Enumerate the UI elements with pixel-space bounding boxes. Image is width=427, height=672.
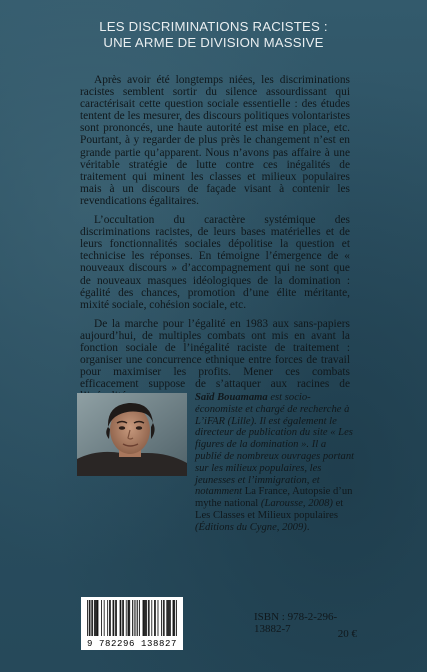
barcode-bars: [87, 600, 177, 636]
barcode-bar: [92, 600, 93, 636]
author-name: Saïd Bouamama: [195, 392, 268, 403]
barcode-bar: [113, 600, 114, 636]
bio-book-1: La France, Autopsie d’un mythe national: [195, 486, 353, 510]
bio-and: et: [332, 498, 344, 510]
barcode-bar: [148, 600, 149, 636]
price: 20 €: [337, 628, 357, 640]
bio-end: .: [306, 521, 310, 533]
bio-publisher-2: (Éditions du Cygne, 2009): [195, 521, 307, 533]
barcode-bar: [129, 600, 130, 636]
barcode-bar: [116, 600, 117, 636]
barcode-bar: [134, 600, 135, 636]
title-line-2: UNE ARME DE DIVISION MASSIVE: [103, 35, 324, 50]
barcode: [81, 597, 183, 650]
author-portrait-image: [77, 393, 187, 476]
barcode-bar: [155, 600, 156, 636]
title-line-1: LES DISCRIMINATIONS RACISTES :: [99, 19, 328, 34]
bio-book-2: Les Classes et Milieux populaires: [195, 509, 338, 521]
barcode-bar: [89, 600, 90, 636]
barcode-bar: [91, 600, 92, 636]
barcode-bar: [176, 600, 177, 636]
barcode-bar: [169, 600, 170, 636]
barcode-bar: [161, 600, 162, 636]
barcode-bar: [101, 600, 102, 636]
barcode-bar: [173, 600, 174, 636]
barcode-bar: [120, 600, 121, 636]
barcode-bar: [143, 600, 144, 636]
barcode-bar: [166, 600, 167, 636]
barcode-bar: [126, 600, 127, 636]
barcode-bar: [113, 600, 114, 636]
barcode-bar: [95, 600, 96, 636]
barcode-bar: [94, 600, 95, 636]
barcode-bar: [122, 600, 123, 636]
barcode-bar: [115, 600, 116, 636]
barcode-bar: [104, 600, 105, 636]
barcode-bar: [144, 600, 145, 636]
barcode-bar: [128, 600, 129, 636]
barcode-bar: [98, 600, 99, 636]
barcode-bar: [167, 600, 168, 636]
barcode-bar: [109, 600, 110, 636]
author-photo: [77, 393, 187, 476]
barcode-bar: [149, 600, 150, 636]
blurb-paragraph-3: De la marche pour l’égalité en 1983 aux sans-papiers aujourd’hui, de multiples combats ont mis en avant la fonction sociale de l’inégalité raciste de traitement : organiser une concurrence ethnique entre forces de travail pour maximiser les profits. Mener ces combats efficacement suppose de s’attaquer aux racines de: [80, 317, 350, 391]
barcode-bar: [107, 600, 108, 636]
bio-publisher-1: (Larousse, 2008): [258, 498, 333, 510]
barcode-bar: [97, 600, 98, 636]
barcode-bar: [121, 600, 122, 636]
isbn: ISBN : 978-2-296-13882-7: [254, 611, 338, 635]
barcode-bar: [174, 600, 175, 636]
barcode-bar: [110, 600, 111, 636]
barcode-bar: [158, 600, 159, 636]
barcode-bar: [173, 600, 174, 636]
blurb-text: [80, 74, 350, 409]
barcode-bar: [164, 600, 165, 636]
blurb-paragraph-1: Après avoir été longtemps niées, les discriminations racistes semblent sortir du silence assourdissant qui caractérisait cette question sociale essentielle : des études tentent de les mesurer, des discours politiques volontaristes sont prononcés, une haute autorité est mise en place, etc. Pourtant, à y regarder de plus près le changement n’est en grande partie qu’apparent. Nous n’avons pas affaire à une véritable stratégie de lutte contre ces inégalités de traitement qui minent les classes et milieux populaires mais à un discours de façade visant à contenir les revendications égalitaires.: [80, 74, 350, 207]
barcode-bar: [146, 600, 147, 636]
barcode-bar: [132, 600, 133, 636]
bio-text-1: est socio-économiste et chargé de recherche à L’iFAR (Lille). Il est également le directeur de publication du site « Les figures de la domination ». Il a publié de nombreux ouvrages portant sur les milieux populaires, les jeunesses et l’immigration, et notamment: [195, 392, 355, 498]
barcode-bar: [145, 600, 146, 636]
barcode-bar: [123, 600, 124, 636]
barcode-number: 9 782296 138827: [86, 639, 177, 649]
barcode-bar: [151, 600, 152, 636]
barcode-bar: [87, 600, 88, 636]
barcode-bar: [170, 600, 171, 636]
barcode-bar: [136, 600, 137, 636]
blurb-paragraph-2: L’occultation du caractère systémique des discriminations racistes, de leurs bases matérielles et de leurs fonctionnalités sociales dépolitise la question et technicise les réponses. En témoigne l’émergence de « nouveaux discours » d’accompagnement qui ne sont que de nouveaux masques idéologiques de la domination : égalité des chances, promotion d’une élite méritante, mixité sociale, cohésion sociale, etc.: [80, 214, 350, 311]
barcode-bar: [143, 600, 144, 636]
author-bio: [195, 392, 355, 534]
barcode-bar: [90, 600, 91, 636]
book-title: [0, 19, 427, 51]
barcode-bar: [128, 600, 129, 636]
barcode-bar: [154, 600, 155, 636]
barcode-bar: [163, 600, 164, 636]
barcode-bar: [96, 600, 97, 636]
barcode-bar: [139, 600, 140, 636]
barcode-bar: [168, 600, 169, 636]
barcode-bar: [137, 600, 138, 636]
